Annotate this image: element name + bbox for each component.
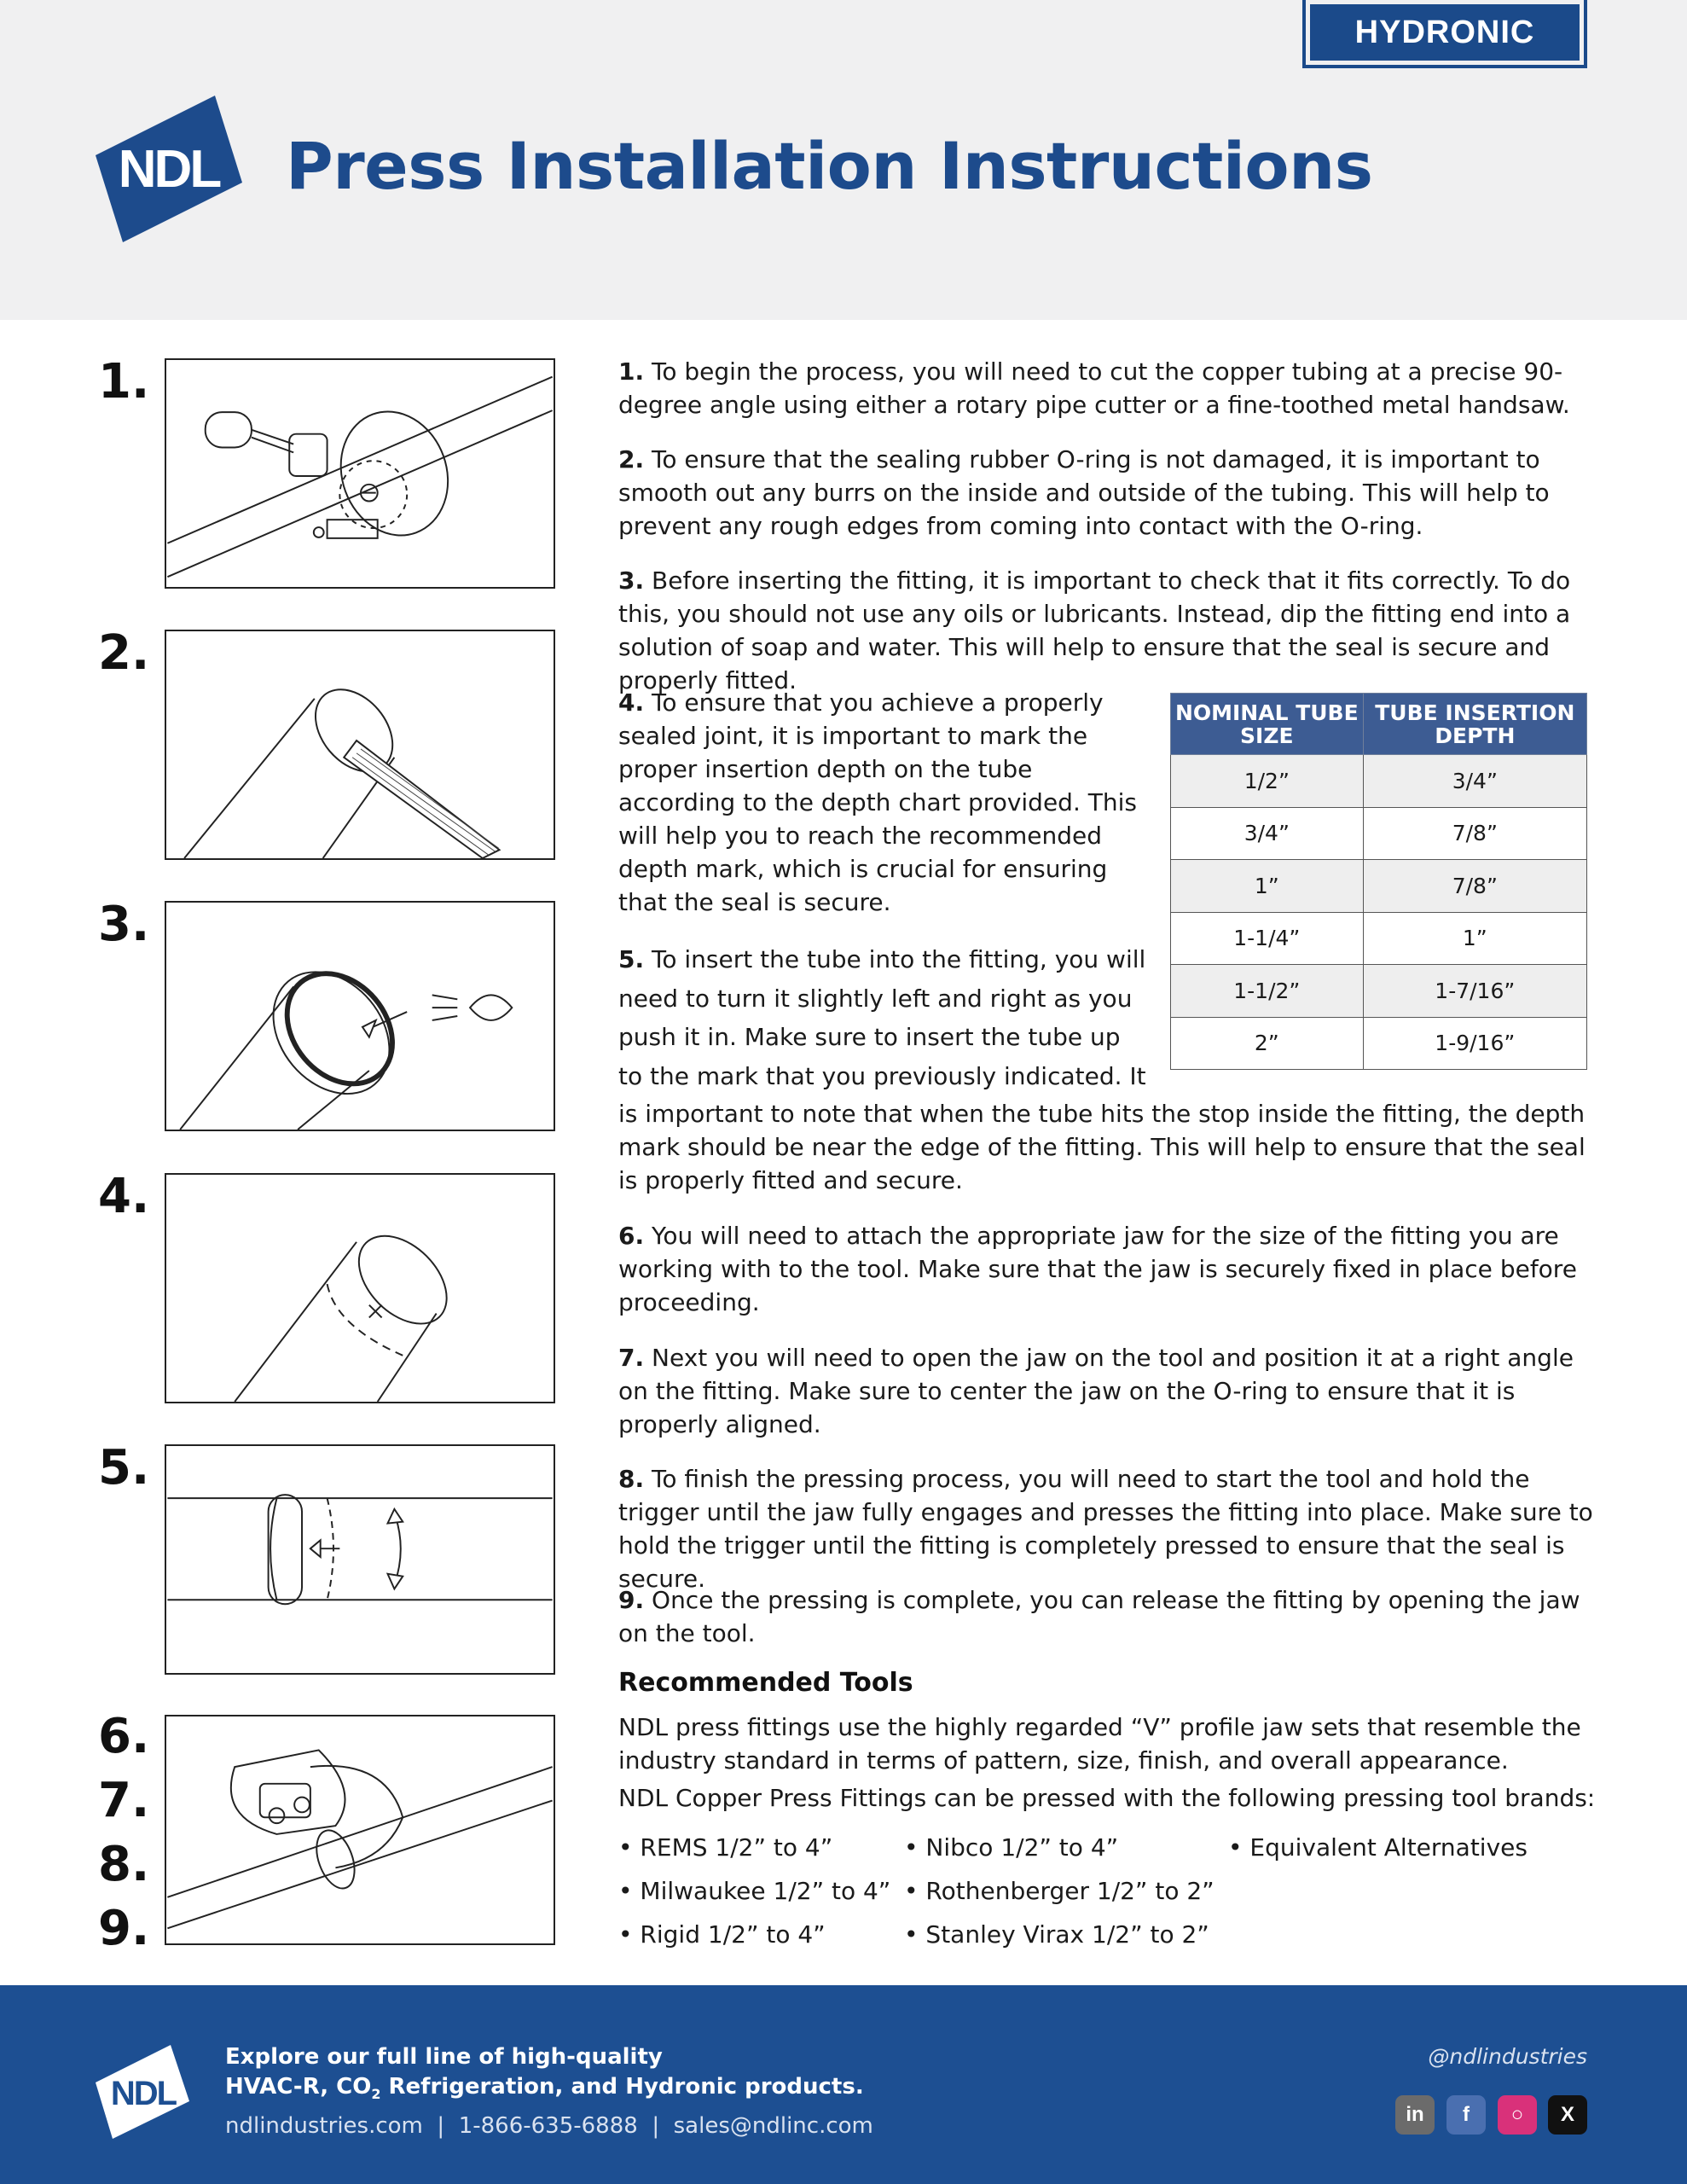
facebook-icon[interactable]: f [1446,2095,1486,2135]
table-cell: 1-9/16” [1363,1017,1586,1070]
instruction-step-1: 1. To begin the process, you will need to cut the copper tubing at a precise 90-degree angle using either a rotary pipe cutter or a fine-toothed metal handsaw. [618,357,1570,419]
table-row [1171,860,1587,913]
linkedin-icon[interactable]: in [1395,2095,1435,2135]
table-row [1171,912,1587,965]
instruction-step-5-continued: is important to note that when the tube hits the stop inside the fitting, the depth mark should be near the edge of the fitting. This will help to ensure that the seal is properly fitted and secure. [618,1100,1586,1194]
social-handle[interactable]: @ndlindustries [1428,2044,1587,2069]
table-row [1171,1017,1587,1070]
table-cell: 3/4” [1363,755,1586,808]
x-icon[interactable]: X [1548,2095,1587,2135]
depth-mark-illustration [165,1173,555,1403]
figure-number: 9. [98,1901,150,1956]
figure-number: 7. [98,1773,150,1828]
table-row [1171,755,1587,808]
instruction-step-5: 5. To insert the tube into the fitting, you will need to turn it slightly left and right as you push it in. Make sure to insert the tube up to the mark that you previously indicated. It [618,945,1146,1090]
svg-text:NDL: NDL [110,2075,177,2112]
tool-brand-item: • Milwaukee 1/2” to 4” [618,1877,891,1905]
category-badge [1302,0,1587,68]
table-cell: 1-7/16” [1363,965,1586,1018]
table-row [1171,965,1587,1018]
insertion-depth-table [1170,693,1587,1070]
fitting-check-illustration [165,901,555,1131]
footer-tagline: Explore our full line of high-quality HVAC-R, $CO_2$ Refrigeration, and Hydronic products. [225,2044,864,2103]
tool-brand-item: • REMS 1/2” to 4” [618,1833,833,1862]
figure-number: 5. [98,1440,150,1496]
svg-text:NDL: NDL [118,140,220,199]
pipe-cutter-illustration [165,358,555,589]
table-cell: 1-1/4” [1171,912,1364,965]
page-title: Press Installation Instructions [286,128,1373,204]
instruction-step-6: 6. You will need to attach the appropriate jaw for the size of the fitting you are working with to the tool. Make sure that the jaw is securely fixed in place before proceeding. [618,1222,1577,1316]
table-cell: 1/2” [1171,755,1364,808]
tools-brands-intro: NDL Copper Press Fittings can be pressed with the following pressing tool brands: [618,1784,1596,1812]
figure-number: 4. [98,1169,150,1224]
table-header-row [1171,694,1587,755]
tool-brand-item: • Stanley Virax 1/2” to 2” [904,1920,1209,1949]
figure-number: 8. [98,1837,150,1892]
instruction-step-4: 4. To ensure that you achieve a properly sealed joint, it is important to mark the proper insertion depth on the tube according to the depth chart provided. This will help you to reach the recommended depth mark, which is crucial for ensuring that the seal is secure. [618,688,1137,916]
table-cell: 7/8” [1363,860,1586,913]
footer-contact-info[interactable]: ndlindustries.com | 1-866-635-6888 | sales@ndlinc.com [225,2113,873,2139]
table-cell: 7/8” [1363,807,1586,860]
table-cell: 2” [1171,1017,1364,1070]
press-tool-illustration [165,1715,555,1945]
category-badge-label: HYDRONIC [1310,4,1580,61]
instruction-step-8: 8. To finish the pressing process, you will need to start the tool and hold the trigger until the jaw fully engages and presses the fitting into place. Make sure to hold the trigger until the fitting is completely pressed to ensure that the seal is secure. [618,1465,1593,1593]
table-row [1171,807,1587,860]
figure-number: 1. [98,354,150,410]
tool-brand-item: • Nibco 1/2” to 4” [904,1833,1119,1862]
ndl-logo [96,96,242,242]
tool-brand-item: • Rigid 1/2” to 4” [618,1920,826,1949]
column-header-tube-size: NOMINAL TUBE SIZE [1171,694,1364,755]
figure-number: 2. [98,625,150,681]
tool-brand-item: • Rothenberger 1/2” to 2” [904,1877,1215,1905]
table-cell: 1-1/2” [1171,965,1364,1018]
recommended-tools-heading: Recommended Tools [618,1668,913,1698]
instruction-step-7: 7. Next you will need to open the jaw on the tool and position it at a right angle on the fitting. Make sure to center the jaw on the O-ring to ensure that it is properly aligned. [618,1344,1574,1438]
table-cell: 3/4” [1171,807,1364,860]
deburr-illustration [165,630,555,860]
instagram-icon[interactable]: ○ [1498,2095,1537,2135]
instruction-step-3: 3. Before inserting the fitting, it is important to check that it fits correctly. To do this, you should not use any oils or lubricants. Instead, dip the fitting end into a solution of soap and water. This will help to ensure that the seal is secure and properly fitted. [618,566,1571,694]
footer-ndl-logo [96,2045,189,2139]
column-header-insertion-depth: TUBE INSERTION DEPTH [1363,694,1586,755]
figure-number: 6. [98,1709,150,1764]
instruction-step-9: 9. Once the pressing is complete, you can release the fitting by opening the jaw on the tool. [618,1586,1580,1647]
instruction-step-2: 2. To ensure that the sealing rubber O-ring is not damaged, it is important to smooth out any burrs on the inside and outside of the tubing. This will help to prevent any rough edges from coming into contact with the O-ring. [618,445,1550,540]
table-cell: 1” [1363,912,1586,965]
table-cell: 1” [1171,860,1364,913]
tool-brand-item: • Equivalent Alternatives [1228,1833,1528,1862]
figure-number: 3. [98,897,150,952]
tube-insert-illustration [165,1444,555,1675]
tools-description: NDL press fittings use the highly regarded “V” profile jaw sets that resemble the industry standard in terms of pattern, size, finish, and overall appearance. [618,1713,1581,1774]
